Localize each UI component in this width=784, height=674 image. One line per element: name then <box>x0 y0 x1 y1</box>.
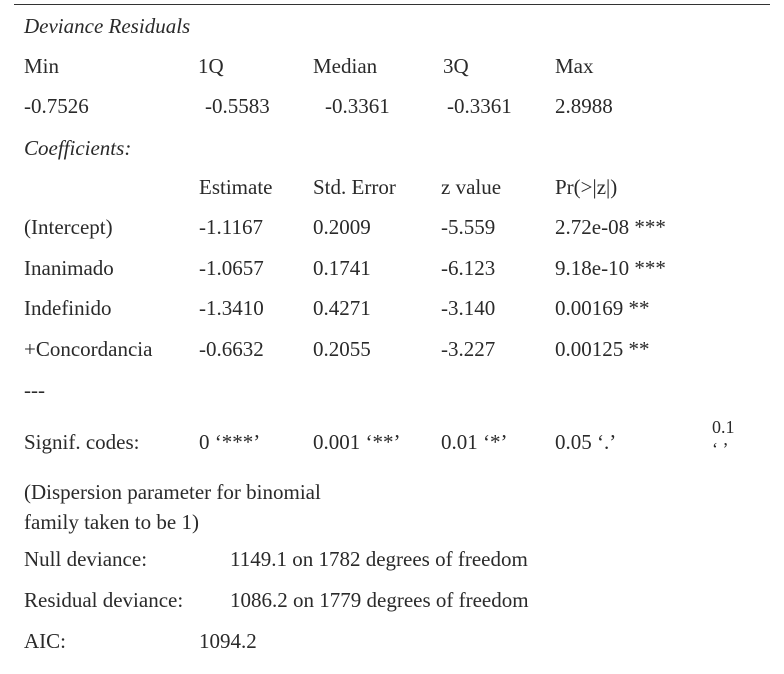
coef-header-estimate: Estimate <box>199 175 273 199</box>
residual-value-median: -0.3361 <box>325 94 390 118</box>
dispersion-note-line2: family taken to be 1) <box>24 510 199 534</box>
residual-header-1q: 1Q <box>198 54 224 78</box>
coef-row-estimate: -1.3410 <box>199 296 264 320</box>
dispersion-note-line1: (Dispersion parameter for binomial <box>24 480 321 504</box>
coef-row-z-value: -3.140 <box>441 296 496 320</box>
coef-row-std-error: 0.2055 <box>313 337 371 361</box>
coef-row-estimate: -0.6632 <box>199 337 264 361</box>
signif-code-last-value: 0.1 <box>712 417 735 437</box>
coef-row-z-value: -3.227 <box>441 337 496 361</box>
coef-row-name: (Intercept) <box>24 215 113 239</box>
signif-code: 0 ‘***’ <box>199 430 261 454</box>
coef-header-z-value: z value <box>441 175 502 199</box>
signif-code: 0.001 ‘**’ <box>313 430 401 454</box>
signif-code-last-mark: ‘ ’ <box>712 439 729 459</box>
coef-row-p-value: 0.00125 ** <box>555 337 650 361</box>
null-deviance-label: Null deviance: <box>24 547 148 571</box>
separator: --- <box>24 378 45 402</box>
residual-header-min: Min <box>24 54 60 78</box>
coef-row-estimate: -1.0657 <box>199 256 264 280</box>
top-rule <box>14 4 770 5</box>
coef-header-std-error: Std. Error <box>313 175 396 199</box>
coef-row-std-error: 0.1741 <box>313 256 371 280</box>
coef-row-z-value: -5.559 <box>441 215 496 239</box>
coef-header-p-value: Pr(>|z|) <box>555 175 618 199</box>
residual-value-max: 2.8988 <box>555 94 613 118</box>
residual-header-3q: 3Q <box>443 54 469 78</box>
residual-deviance-label: Residual deviance: <box>24 588 184 612</box>
coef-row-p-value: 2.72e-08 *** <box>555 215 666 239</box>
residual-value-3q: -0.3361 <box>447 94 512 118</box>
residual-header-max: Max <box>555 54 594 78</box>
coef-row-std-error: 0.2009 <box>313 215 371 239</box>
coefficients-title: Coefficients: <box>24 136 132 160</box>
coef-row-p-value: 0.00169 ** <box>555 296 650 320</box>
aic-value: 1094.2 <box>199 629 257 653</box>
coef-row-p-value: 9.18e-10 *** <box>555 256 666 280</box>
coef-row-name: Inanimado <box>24 256 114 280</box>
residual-value-min: -0.7526 <box>24 94 89 118</box>
coef-row-z-value: -6.123 <box>441 256 496 280</box>
signif-code: 0.05 ‘.’ <box>555 430 617 454</box>
residual-deviance-value: 1086.2 on 1779 degrees of freedom <box>230 588 529 612</box>
aic-label: AIC: <box>24 629 66 653</box>
signif-code: 0.01 ‘*’ <box>441 430 508 454</box>
coef-row-name: Indefinido <box>24 296 112 320</box>
deviance-residuals-title: Deviance Residuals <box>24 14 191 38</box>
null-deviance-value: 1149.1 on 1782 degrees of freedom <box>230 547 528 571</box>
coef-row-estimate: -1.1167 <box>199 215 263 239</box>
signif-codes-label: Signif. codes: <box>24 430 140 454</box>
coef-row-name: +Concordancia <box>24 337 153 361</box>
residual-header-median: Median <box>313 54 378 78</box>
coef-row-std-error: 0.4271 <box>313 296 371 320</box>
residual-value-1q: -0.5583 <box>205 94 270 118</box>
